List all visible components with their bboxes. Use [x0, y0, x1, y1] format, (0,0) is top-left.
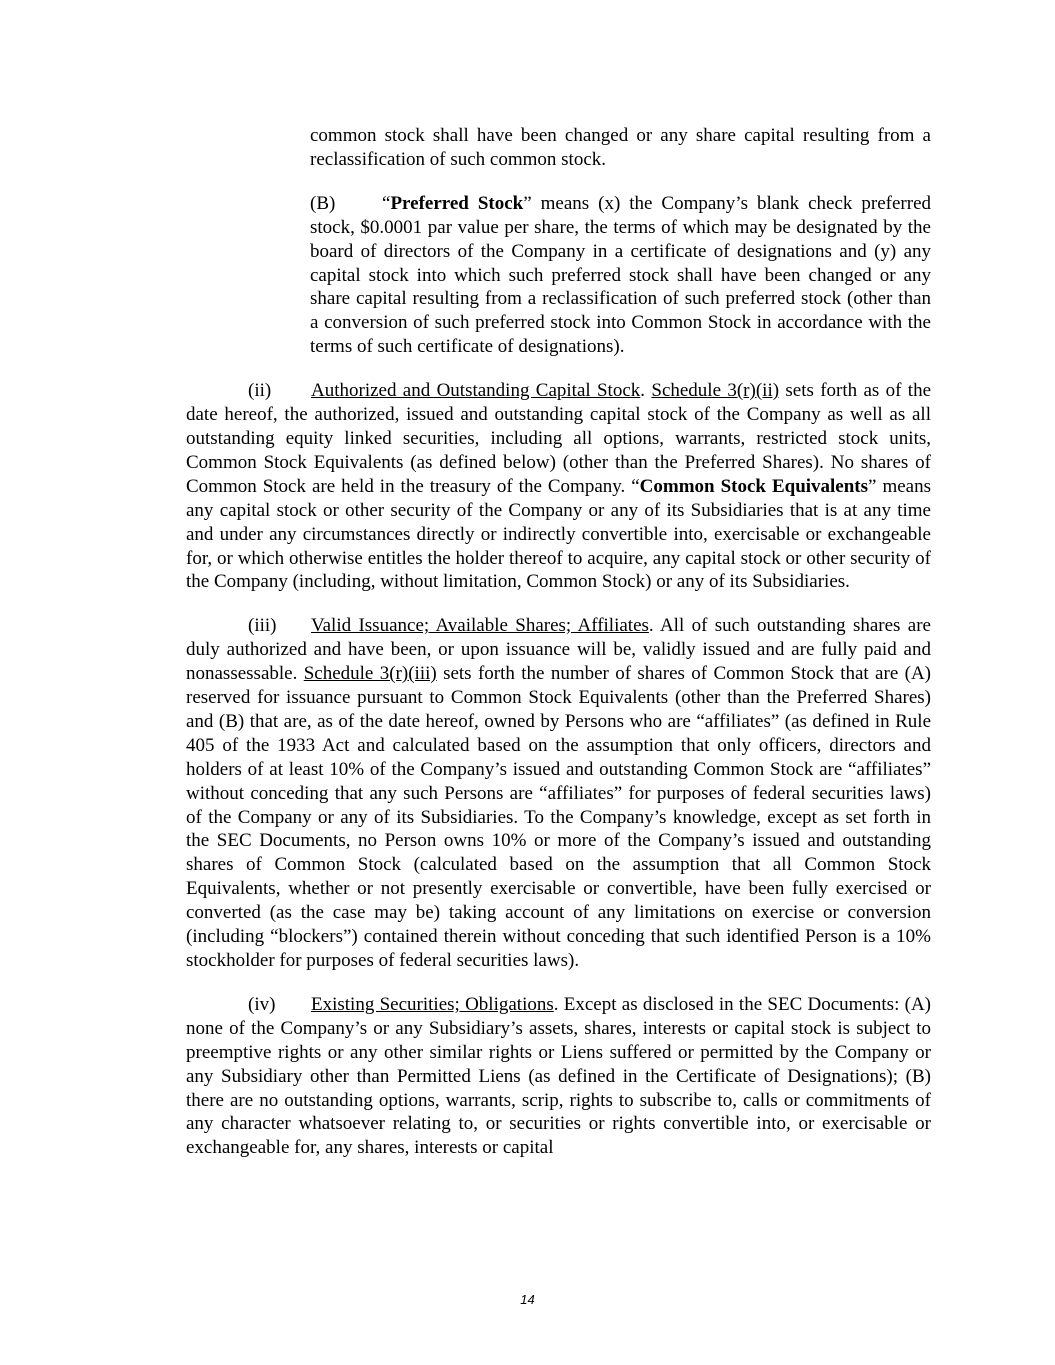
valid-issuance-paragraph	[186, 614, 931, 973]
existing-securities-paragraph	[186, 993, 931, 1160]
schedule-3rii-reference: Schedule 3(r)(ii)	[651, 380, 780, 402]
section-ii-text-2: ” means any capital stock or other security of the Company or any of its Subsidiaries that is at any time and under any circumstances directly or indirectly convertible into, exercisable or exchangeable for, or which otherwise entitles the holder thereof to acquire, any capital stock or other security of the Company (including, without limitation, Common Stock) or any of its Subsidiaries.	[186, 475, 931, 593]
section-ii-text-1: sets forth as of the date hereof, the authorized, issued and outstanding capital stock of the Company as well as all outstanding equity linked securities, including all options, warrants, restricted stock units, Common Stock Equivalents (as defined below) (other than the Preferred Shares). No shares of Common Stock are held in the treasury of the Company. “	[186, 380, 932, 497]
schedule-3riii-reference: Schedule 3(r)(iii)	[303, 663, 437, 685]
preferred-stock-term: Preferred Stock	[390, 192, 524, 214]
section-iv-heading: Existing Securities; Obligations	[311, 993, 554, 1015]
section-ii-heading: Authorized and Outstanding Capital Stock	[311, 380, 641, 402]
section-ii-separator: .	[640, 380, 652, 402]
section-b-open-quote: “	[382, 192, 391, 214]
continuation-paragraph	[186, 124, 931, 172]
section-iv-number: (iv)	[248, 993, 276, 1015]
section-iii-text-2: sets forth the number of shares of Common Stock that are (A) reserved for issuance pursuant to Common Stock Equivalents (other than the Preferred Shares) and (B) that are, as of the date hereof, owned by Persons who are “affiliates” (as defined in Rule 405 of the 1933 Act and calculated based on the assumption that only officers, directors and holders of at least 10% of the Company’s issued and outstanding Common Stock are “affiliates” without conceding that any such Persons are “affiliates” for purposes of federal securities laws) of the Company or any of its Subsidiaries. To the Company’s knowledge, except as set forth in the SEC Documents, no Person owns 10% or more of the Company’s issued and outstanding shares of Common Stock (calculated based on the assumption that all Common Stock Equivalents, whether or not presently exercisable or convertible, have been fully exercised or converted (as the case may be) taking account of any limitations on exercise or conversion (including “blockers”) contained therein without conceding that such identified Person is a 10% stockholder for purposes of federal securities laws).	[186, 663, 931, 971]
section-iv-text: . Except as disclosed in the SEC Documents: (A) none of the Company’s or any Subsidiary’s assets, shares, interests or capital stock is subject to preemptive rights or any other similar rights or Liens suffered or permitted by the Company or any Subsidiary other than Permitted Liens (as defined in the Certificate of Designations); (B) there are no outstanding options, warrants, scrip, rights to subscribe to, calls or commitments of any character whatsoever relating to, or securities or rights convertible into, or exercisable or exchangeable for, any shares, interests or capital	[186, 993, 931, 1159]
common-stock-equivalents-term: Common Stock Equivalents	[639, 475, 869, 497]
document-body	[186, 124, 931, 1160]
page-number: 14	[520, 1292, 535, 1307]
section-b-text: ” means (x) the Company’s blank check preferred stock, $0.0001 par value per share, the terms of which may be designated by the board of directors of the Company in a certificate of designations and (y) any capital stock into which such preferred stock shall have been changed or any share capital resulting from a reclassification of such preferred stock (other than a conversion of such preferred stock into Common Stock in accordance with the terms of such certificate of designations).	[310, 192, 932, 358]
preferred-stock-paragraph	[186, 192, 931, 359]
section-ii-number: (ii)	[248, 380, 272, 402]
capital-stock-paragraph	[186, 379, 931, 594]
section-iii-number: (iii)	[248, 615, 277, 637]
section-iii-text-1: . All of such outstanding shares are duly authorized and have been, or upon issuance will be, validly issued and are fully paid and nonassessable.	[186, 615, 931, 685]
section-b-number: (B)	[310, 192, 336, 214]
section-iii-heading: Valid Issuance; Available Shares; Affiliates	[311, 615, 649, 637]
continuation-text: common stock shall have been changed or any share capital resulting from a reclassification of such common stock.	[310, 125, 931, 170]
